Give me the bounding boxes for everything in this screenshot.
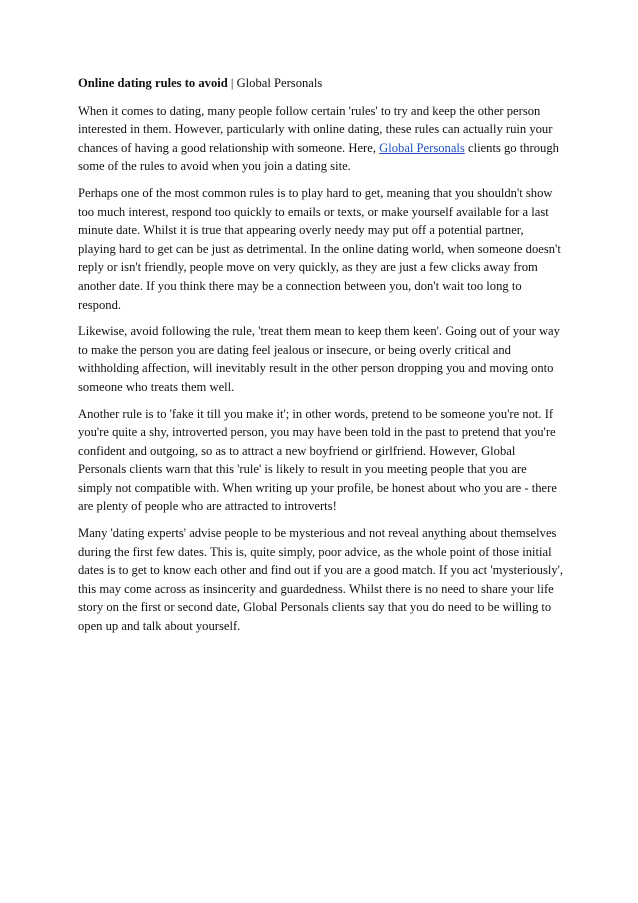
paragraph-fake-it: Another rule is to 'fake it till you make it'; in other words, pretend to be someone you're not. If you're quite a shy, introverted person, you may have been told in the past to pretend that you're confident and outgoing, so as to attract a new boyfriend or girlfriend. However, Global Personals clients warn that this 'rule' is likely to result in you meeting people that you are simply not compatible with. When writing up your profile, be honest about who you are - there are plenty of people who are attracted to introverts! xyxy=(78,406,557,514)
paragraph-treat-them-mean: Likewise, avoid following the rule, 'treat them mean to keep them keen'. Going out of your way to make the person you are dating feel jealous or insecure, or being overly critical and withholding affection, will inevitably result in the other person dropping you and moving onto someone who treats them well. xyxy=(78,324,560,394)
paragraph-intro xyxy=(78,102,564,176)
title-separator: | xyxy=(227,76,237,90)
intro-text-after-link: clients go through some of the rules to avoid when you join a dating site. xyxy=(78,140,559,174)
paragraph-mysterious: Many 'dating experts' advise people to be mysterious and not reveal anything about themselves during the first few dates. This is, quite simply, poor advice, as the whole point of those initial dates is to get to know each other and find out if you are a good match. If you act 'mysteriously', this may come across as insincerity and guardedness. Whilst there is no need to share your life story on the first or second date, Global Personals clients say that you do need to be willing to open up and talk about yourself. xyxy=(78,526,564,634)
document-page xyxy=(78,74,564,644)
global-personals-link[interactable]: Global Personals xyxy=(379,140,465,155)
document-title xyxy=(78,74,564,93)
title-site-name: Global Personals xyxy=(236,76,323,90)
paragraph-hard-to-get: Perhaps one of the most common rules is to play hard to get, meaning that you shouldn't show too much interest, respond too quickly to emails or texts, or make yourself available for a last minute date. Whilst it is true that appearing overly needy may put off a potential partner, playing hard to get can be just as detrimental. In the online dating world, when someone doesn't reply or isn't friendly, people move on very quickly, as they are just a few clicks away from another date. If you think there may be a connection between you, don't wait too long to respond. xyxy=(78,185,561,312)
intro-text-before-link: When it comes to dating, many people follow certain 'rules' to try and keep the other person interested in them. However, particularly with online dating, these rules can actually ruin your chances of having a good relationship with someone. Here, xyxy=(78,103,553,155)
title-main: Online dating rules to avoid xyxy=(78,76,228,90)
